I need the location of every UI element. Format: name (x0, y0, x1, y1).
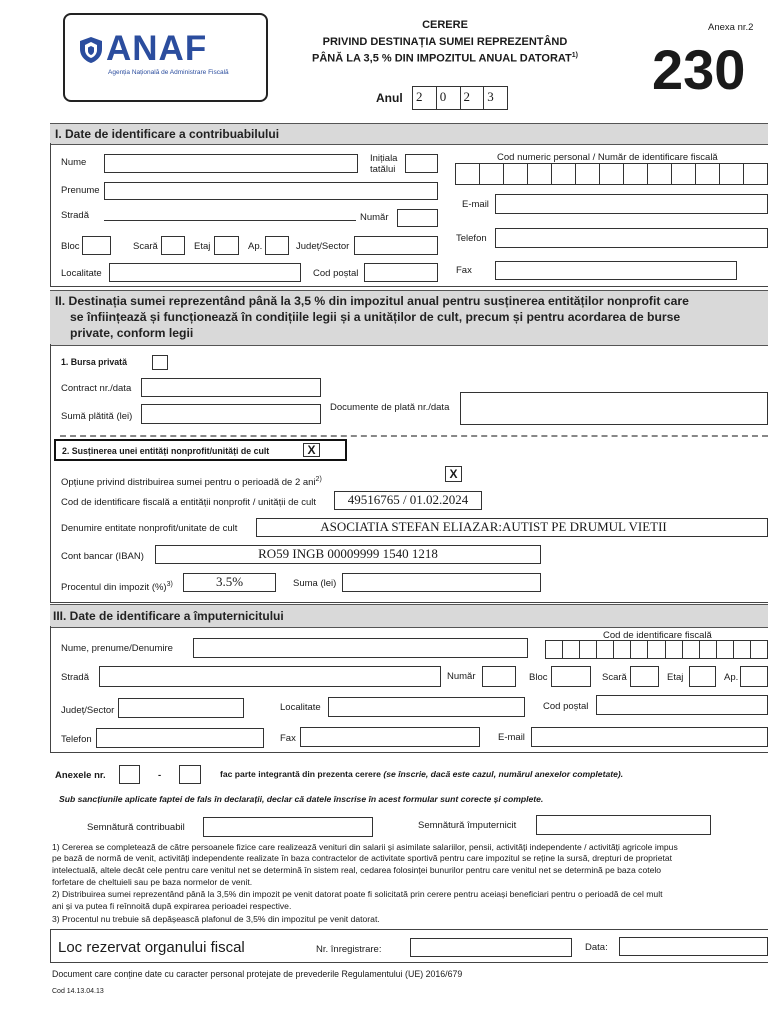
year-digit: 2 (413, 87, 437, 109)
loc-rezervat-label: Loc rezervat organului fiscal (58, 939, 245, 956)
s3-judet-input[interactable] (118, 698, 244, 718)
s2-cif-value: 49516765 / 01.02.2024 (347, 492, 469, 507)
year-box[interactable] (412, 86, 508, 110)
footnote-1-line-2: pe bază de normă de venit, activități independente realizate în baza contractelor de activitate sportivă pentru care impozitul se reține la sursă, drepturi de proprietat (52, 853, 673, 863)
s2-documente-label: Documente de plată nr./data (330, 402, 450, 413)
s3-scara-input[interactable] (630, 666, 659, 687)
anexele-to-input[interactable] (179, 765, 201, 784)
data-input[interactable] (619, 937, 768, 956)
s2-sustinere-label: 2. Susținerea unei entități nonprofit/unități de cult (62, 446, 270, 456)
s1-etaj-input[interactable] (214, 236, 239, 255)
anaf-shield-icon (78, 36, 104, 64)
anexele-label: Anexele nr. (55, 770, 106, 781)
s3-strada-input[interactable] (99, 666, 441, 687)
section2-title-3: private, conform legii (70, 326, 194, 340)
s1-localitate-input[interactable] (109, 263, 301, 282)
fac-parte-text (220, 769, 623, 780)
s3-nume-label: Nume, prenume/Denumire (61, 643, 173, 654)
s3-ap-input[interactable] (740, 666, 768, 687)
s3-numar-input[interactable] (482, 666, 516, 687)
s1-nume-label: Nume (61, 157, 87, 168)
s1-fax-input[interactable] (495, 261, 737, 280)
sanctiuni-text: Sub sancțiunile aplicate faptei de fals în declarații, declar că datele înscrise în acest formular sunt corecte și complete. (59, 794, 544, 804)
fac-parte-main: fac parte integrantă din prezenta cerere (220, 769, 381, 779)
s3-judet-label: Județ/Sector (61, 705, 115, 716)
s3-telefon-input[interactable] (96, 728, 264, 748)
s3-telefon-label: Telefon (61, 734, 92, 745)
footnote-2-line-2: ani și va putea fi reînnoită după expirarea perioadei respective. (52, 901, 292, 911)
s2-documente-input[interactable] (460, 392, 768, 425)
s1-judet-input[interactable] (354, 236, 438, 255)
section3-header (50, 604, 768, 628)
s2-denumire-label: Denumire entitate nonprofit/unitate de cult (61, 523, 238, 534)
s2-bursa-checkbox[interactable] (152, 355, 168, 370)
form-number: 230 (652, 38, 746, 101)
title-line-2: PRIVIND DESTINAȚIA SUMEI REPREZENTÂND (322, 36, 568, 48)
s2-optiune-text: Opțiune privind distribuirea sumei pentru o perioadă de 2 ani (61, 477, 316, 489)
gdpr-note: Document care conține date cu caracter personal protejate de prevederile Regulamentului (UE) 2016/679 (52, 969, 463, 979)
s1-etaj-label: Etaj (194, 241, 211, 252)
year-digit: 2 (461, 87, 485, 109)
s2-optiune-mark: X (449, 467, 458, 481)
s1-nume-input[interactable] (104, 154, 358, 173)
s3-fax-input[interactable] (300, 727, 480, 747)
s1-strada-label: Stradă (61, 210, 89, 221)
section2-title-1: II. Destinația sumei reprezentând până la 3,5 % din impozitul anual pentru susținerea entităților nonprofit care (55, 294, 689, 308)
s2-procent-label (61, 579, 173, 593)
s2-cif-label: Cod de identificare fiscală a entității nonprofit / unității de cult (61, 497, 317, 508)
s1-codpostal-input[interactable] (364, 263, 438, 282)
s2-iban-value: RO59 INGB 00009999 1540 1218 (258, 546, 438, 561)
s2-suma-lei-label: Suma (lei) (293, 578, 337, 589)
s2-optiune-label (61, 474, 322, 488)
year-digit: 3 (487, 89, 494, 104)
title-sup: 1) (571, 52, 578, 59)
s2-denumire-value: ASOCIATIA STEFAN ELIAZAR:AUTIST PE DRUMUL VIETII (320, 519, 667, 534)
year-digit: 0 (437, 87, 461, 109)
anexele-dash: - (158, 770, 162, 781)
s3-etaj-label: Etaj (667, 672, 684, 683)
s3-numar-label: Număr (447, 671, 476, 682)
s1-prenume-input[interactable] (104, 182, 438, 200)
s3-ap-label: Ap. (724, 672, 739, 683)
s2-optiune-sup: 2) (315, 476, 322, 483)
fac-parte-note: (se înscrie, dacă este cazul, numărul anexelor completate). (383, 769, 624, 779)
footnote-2-line-1: 2) Distribuirea sumei reprezentând până la 3,5% din impozit pe venit datorat poate fi solicitată prin cerere pentru aceiași beneficiari pentru o perioadă de cel mult (52, 889, 663, 899)
s1-initiala-label-1: Inițiala (370, 153, 398, 164)
s3-bloc-input[interactable] (551, 666, 591, 687)
s3-scara-label: Scară (602, 672, 627, 683)
s2-sustinere-mark: X (307, 443, 316, 457)
s3-codpostal-input[interactable] (596, 695, 768, 715)
s3-email-label: E-mail (498, 732, 525, 743)
title-line-3 (290, 52, 600, 65)
semnatura-contribuabil-label: Semnătură contribuabil (87, 822, 185, 833)
s1-localitate-label: Localitate (61, 268, 102, 279)
s3-codfiscal-label: Cod de identificare fiscală (603, 630, 712, 641)
semnatura-imputernicit-label: Semnătură împuternicit (418, 820, 517, 831)
section2-title-2: se înființează și funcționează în condițiile legii și a unităților de cult, precum și pentru acordarea de burse (70, 310, 681, 324)
s3-strada-label: Stradă (61, 672, 89, 683)
s1-initiala-input[interactable] (405, 154, 438, 173)
footnote-1-line-1: 1) Cererea se completează de către persoanele fizice care realizează venituri din salarii și asimilate salariilor, pensii, activități independente / activități agricole impus (52, 842, 678, 852)
s1-scara-input[interactable] (161, 236, 185, 255)
s3-localitate-label: Localitate (280, 702, 321, 713)
section2-header (50, 290, 768, 346)
anexele-from-input[interactable] (119, 765, 140, 784)
s1-prenume-label: Prenume (61, 185, 100, 196)
s2-bursa-label: 1. Bursa privată (61, 357, 128, 367)
s1-cnp-input[interactable] (455, 163, 768, 185)
s3-codpostal-label: Cod poștal (543, 701, 589, 712)
title-line-3-text: PÂNĂ LA 3,5 % DIN IMPOZITUL ANUAL DATORAT (312, 52, 572, 65)
section1-title: I. Date de identificare a contribuabilului (55, 127, 280, 141)
s2-procent-text: Procentul din impozit (%) (61, 582, 167, 594)
footnote-1-line-4: forfetare de cheltuieli sau pe baza normelor de venit. (52, 877, 253, 887)
s1-strada-input[interactable] (104, 220, 356, 221)
s1-email-label: E-mail (462, 199, 489, 210)
s1-initiala-label-2: tatălui (370, 164, 396, 175)
s3-nume-input[interactable] (193, 638, 528, 658)
s3-fax-label: Fax (280, 733, 296, 744)
s1-numar-label: Număr (360, 212, 389, 223)
s1-scara-label: Scară (133, 241, 158, 252)
s1-ap-label: Ap. (248, 241, 263, 252)
footnote-1-line-3: intelectuală, altele decât cele pentru care venitul net se determină în sistem real, cedarea folosinței bunurilor pentru care venitul net se determină pe baza cotelo (52, 865, 662, 875)
s1-codpostal-label: Cod poștal (313, 268, 359, 279)
s1-email-input[interactable] (495, 194, 768, 214)
nr-inregistrare-label: Nr. înregistrare: (316, 944, 382, 955)
s1-numar-input[interactable] (397, 209, 438, 227)
s3-localitate-input[interactable] (328, 697, 525, 717)
title-line-1: CERERE (422, 19, 468, 31)
semnatura-contribuabil-input[interactable] (203, 817, 373, 837)
s1-telefon-label: Telefon (456, 233, 487, 244)
s2-iban-label: Cont bancar (IBAN) (61, 551, 144, 562)
s2-procent-value: 3.5% (215, 574, 244, 589)
s2-suma-platita-input[interactable] (141, 404, 321, 424)
year-label: Anul (376, 91, 403, 105)
s3-etaj-input[interactable] (689, 666, 716, 687)
s3-email-input[interactable] (531, 727, 768, 747)
data-label: Data: (585, 942, 608, 953)
section1-header (50, 123, 768, 145)
s2-contract-label: Contract nr./data (61, 383, 132, 394)
annex-label: Anexa nr.2 (708, 22, 754, 33)
footnote-3: 3) Procentul nu trebuie să depășească plafonul de 3,5% din impozitul pe venit datorat. (52, 914, 380, 924)
s1-fax-label: Fax (456, 265, 472, 276)
s1-judet-label: Județ/Sector (296, 241, 350, 252)
s2-suma-platita-label: Sumă plătită (lei) (61, 411, 133, 422)
s1-telefon-input[interactable] (495, 228, 768, 248)
form-code: Cod 14.13.04.13 (52, 988, 104, 995)
s2-dashed-divider (60, 435, 768, 437)
s1-ap-input[interactable] (265, 236, 289, 255)
section3-title: III. Date de identificare a împuternicitului (53, 609, 284, 623)
s1-cnp-label: Cod numeric personal / Număr de identificare fiscală (497, 152, 718, 163)
s2-procent-sup: 3) (166, 581, 173, 588)
semnatura-imputernicit-input[interactable] (536, 815, 711, 835)
s3-codfiscal-input[interactable] (545, 640, 768, 659)
anaf-logo-subtitle: Agenția Națională de Administrare Fiscală (108, 69, 229, 76)
anaf-logo-text: ANAF (106, 29, 208, 68)
s3-bloc-label: Bloc (529, 672, 548, 683)
s2-contract-input[interactable] (141, 378, 321, 397)
s2-suma-lei-input[interactable] (342, 573, 541, 592)
s1-bloc-input[interactable] (82, 236, 111, 255)
nr-inregistrare-input[interactable] (410, 938, 572, 957)
s1-bloc-label: Bloc (61, 241, 80, 252)
